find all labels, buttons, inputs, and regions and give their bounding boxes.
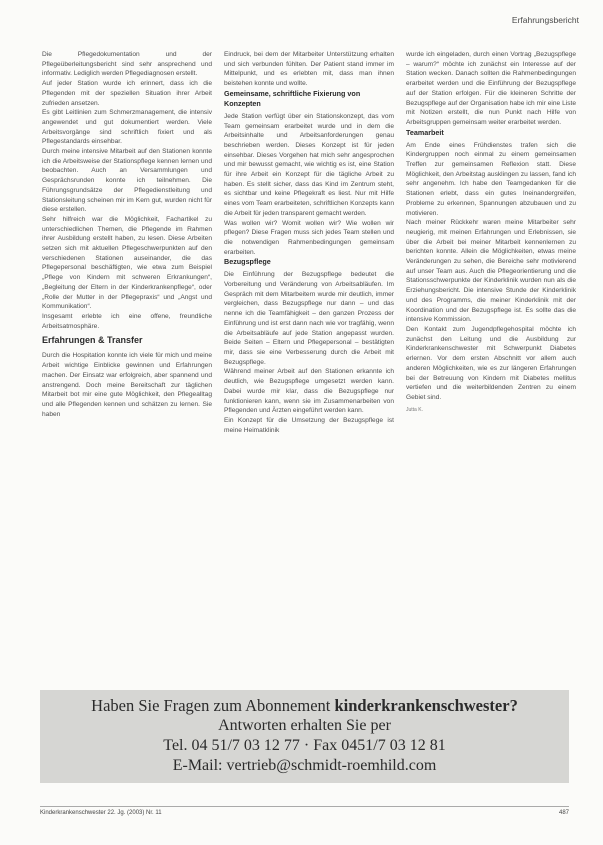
body-paragraph: wurde ich eingeladen, durch einen Vortrag „Bezugspflege – warum?“ möchte ich zunächst ein Interesse auf der Station wecken. Danach sollten die Rahmenbedingungen erarbeitet werden und die Einführung der Bezugspflege auf der Station erfolgen. Für die kleineren Schritte der Bezugspflege auf der Organisation habe ich mir eine Liste mit Notizen erstellt, die nun Punkt nach Hilfe von Arbeitsgruppen gemeinsam weiter erarbeitet werden. bbox=[406, 51, 576, 126]
ad-line-2: Antworten erhalten Sie per bbox=[218, 717, 391, 734]
body-paragraph: Die Pflegedokumentation und der Pflegeüberleitungsbericht sind sehr ansprechend und informativ. Lediglich werden Pflegediagnosen erstellt. bbox=[42, 51, 212, 78]
body-paragraph: Es gibt Leitlinien zum Schmerzmanagement, die intensiv angewendet und gut dokumentiert werden. Viele Arbeitsvorgänge sind schriftlich fixiert und als Pflegestandards einsehbar. bbox=[42, 109, 212, 146]
body-paragraph: Jede Station verfügt über ein Stationskonzept, das vom Team gemeinsam erarbeitet wurde und in dem die Arbeitsinhalte und Arbeitsanforderungen genau beschrieben werden. Dieses Konzept ist für jeden einsehbar. Dieses Vorgehen hat mich sehr angesprochen und mir bewusst gemacht, wie wichtig es ist, eine Station für ihre Arbeit ein Konzept für die tägliche Arbeit zu haben. Es stellt sicher, dass das Kind im Zentrum steht, es sichtbar und keine Pflegekraft es liest. Nur mit Hilfe eines vom Team erarbeiteten, schriftlichen Konzepts kann die Arbeit für jeden transparent gemacht werden. bbox=[224, 112, 394, 217]
author-signature: Jutta K. bbox=[406, 406, 423, 413]
body-paragraph: Auf jeder Station wurde ich erinnert, dass ich die Pflegenden mit der speziellen Situation ihrer Arbeit zufrieden ansetzen. bbox=[42, 80, 212, 107]
subheading: Teamarbeit bbox=[406, 127, 444, 137]
body-paragraph: Nach meiner Rückkehr waren meine Mitarbeiter sehr neugierig, mit meinen Erfahrungen und Erlebnissen, sie über die Arbeit bei meiner Mitarbeit kennenlernen zu berichten konnte. Allein die Möglichkeiten, etwas meine Veränderungen zu sehen, die Bereiche sehr motivierend auf unser Team aus. Auch die Pflegeorientierung und die Stationsschwerpunkte der Kinderklinik wurden nun als die Erziehungsbericht. Die intensive Stunde der Kinderklinik und des Programms, die meiner Kinderklinik mit der Koordination und der Bezugspflege ist. Es sollte das die intensive Kommission. bbox=[406, 219, 576, 324]
ad-line-1 bbox=[40, 696, 569, 716]
body-paragraph: Sehr hilfreich war die Möglichkeit, Fachartikel zu unterschiedlichen Themen, die Pflegende im Rahmen ihrer Ausbildung erstellt haben, zu lesen. Diese Arbeiten setzen sich mit aktuellen Pflegeschwerpunkten auf den verschiedenen Stationen auseinander, die das Pflegepersonal beschäftigten, wie etwa zum Beispiel „Pflege von Kindern mit schweren Erkrankungen“, „Begleitung der Eltern in der Kinderkrankenpflege“, oder „Rolle der Mutter in der Pflegepraxis“ und „Angst und Kommunikation“. bbox=[42, 215, 212, 311]
page-footer bbox=[40, 806, 569, 819]
body-paragraph: Was wollen wir? Womit wollen wir? Wie wollen wir pflegen? Diese Fragen muss sich jedes Team stellen und die notwendigen Rahmenbedingungen gemeinsam erarbeiten. bbox=[224, 219, 394, 256]
section-heading: Erfahrungen & Transfer bbox=[42, 335, 143, 346]
journal-citation: Kinderkrankenschwester 22. Jg. (2003) Nr. 11 bbox=[40, 810, 162, 816]
subheading: Bezugspflege bbox=[224, 257, 271, 267]
body-paragraph: Die Einführung der Bezugspflege bedeutet die Vorbereitung und Veränderung von Arbeitsabläufen. Im Gespräch mit dem Mitarbeitern wurde mir deutlich, immer vergleichen, dass Bezugspflege nur dann – und das nenne ich die Teamfähigkeit – den ganzen Prozess der Einführung und ist erst dann nach wie vor tragfähig, wenn die Arbeitsabläufe auf jede Station angepasst wurden. Beide Seiten – Eltern und Pflegepersonal – bestätigten mir, dass sie eine Verbesserung durch die Arbeit mit Bezugspflege. bbox=[224, 271, 394, 366]
body-paragraph: Insgesamt erlebte ich eine offene, freundliche Arbeitsatmosphäre. bbox=[42, 312, 212, 330]
column-1 bbox=[42, 50, 212, 680]
subheading: Gemeinsame, schriftliche Fixierung von Konzepten bbox=[224, 88, 361, 108]
section-tag: Erfahrungsbericht bbox=[511, 15, 579, 25]
ad-line-1-prefix: Haben Sie Fragen zum Abonnement bbox=[91, 696, 335, 715]
column-3 bbox=[406, 50, 576, 680]
body-paragraph: Durch meine intensive Mitarbeit auf den Stationen konnte ich die Arbeitsweise der Stationspflege kennen lernen und beobachten. Auch an Versammlungen und Gesprächsrunden konnte ich teilnehmen. Die Führungsgrundsätze der Pflegedienstleitung und Stationsleitung scheinen mir im Kern gut, wurden nicht für diese erstellen. bbox=[42, 148, 212, 214]
subscription-ad-box bbox=[40, 690, 569, 783]
ad-phone-fax: Tel. 04 51/7 03 12 77 · Fax 0451/7 03 12 81 bbox=[163, 737, 446, 754]
body-paragraph: Am Ende eines Frühdienstes trafen sich die Kindergruppen noch einmal zu einem gemeinsamen Treffen zur gemeinsamen Reflexion statt. Diese Möglichkeit, den Arbeitstag ausklingen zu lassen, fand ich sehr angenehm. Ich habe den Teamgedanken für die Stationen erlebt, dass ein gutes Ineinandergreifen, Probleme zu erkennen, Spannungen abzubauen und zu motivieren. bbox=[406, 141, 576, 217]
body-paragraph: Ein Konzept für die Umsetzung der Bezugspflege ist meine Heimatklinik bbox=[224, 416, 394, 434]
ad-email: E-Mail: vertrieb@schmidt-roemhild.com bbox=[172, 757, 437, 774]
ad-brand-name: kinderkrankenschwester bbox=[334, 696, 510, 715]
article-columns bbox=[42, 50, 576, 680]
body-paragraph: Während meiner Arbeit auf den Stationen erkannte ich deutlich, wie Bezugspflege umgesetzt werden kann. Dabei wurde mir klar, dass die Bezugspflege nur funktionieren kann, wenn sie im Zusammenarbeiten von Pflegenden und Ärzten eingeführt werden kann. bbox=[224, 368, 394, 415]
body-paragraph: Durch die Hospitation konnte ich viele für mich und meine Arbeit wichtige Einblicke gewinnen und Erfahrungen machen. Der Einsatz war erfolgreich, aber spannend und anstrengend. Doch meine Bereitschaft zur täglichen Mitarbeit bot mir eine gute Möglichkeit, den Pflegealltag und alle Pflegenden kennen und schätzen zu lernen. Sie haben bbox=[42, 352, 212, 418]
body-paragraph: Eindruck, bei dem der Mitarbeiter Unterstützung erhalten und sich verbunden fühlten. Der Patient stand immer im Mittelpunkt, und es erlebten mit, dass man ihnen beistehen konnte und wollte. bbox=[224, 51, 394, 88]
ad-line-1-suffix: ? bbox=[509, 696, 518, 715]
page-number: 487 bbox=[558, 810, 569, 816]
column-2 bbox=[224, 50, 394, 680]
body-paragraph: Den Kontakt zum Jugendpflegehospital möchte ich zunächst den Leitung und die Ausbildung zur Kinderkrankenschwester mit Schwerpunkt Diabetes erlernen. Vor dem ersten Abschnitt vor allem auch anderen Möglichkeiten, wie es zur längeren Erfahrungen bei der Betreuung von Kindern mit Diabetes mellitus vertiefen und die weiterbildenden Zentren zu einem Gebiet sind. bbox=[406, 325, 576, 401]
